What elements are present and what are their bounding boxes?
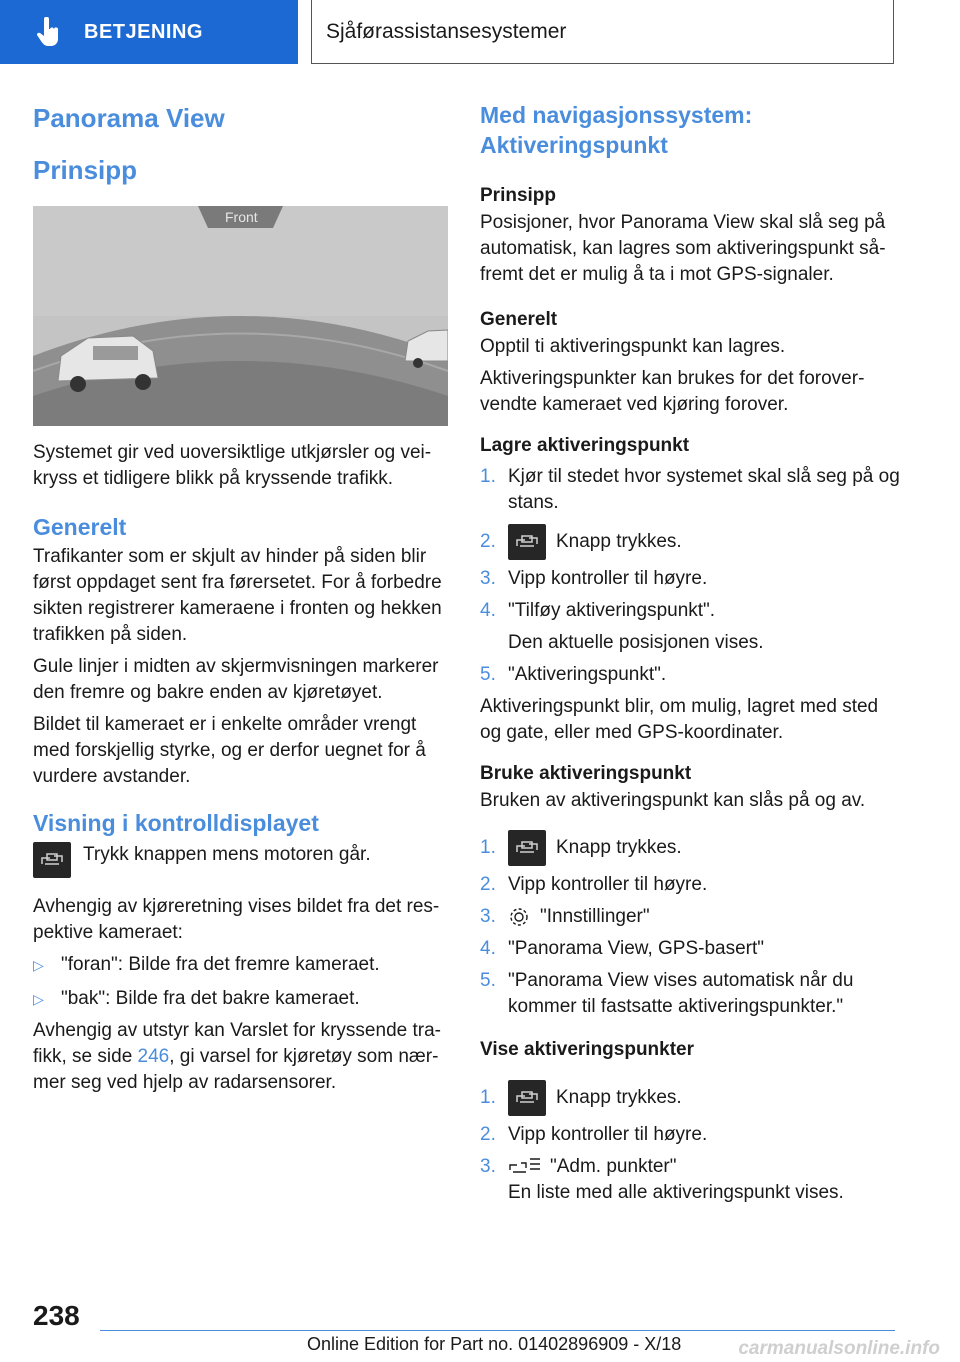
list-item: 2. Vipp kontroller til høyre. <box>480 874 708 895</box>
list-item: ▷ "foran": Bilde fra det fremre kameraet. <box>33 952 453 978</box>
lagre-steps <box>480 464 900 688</box>
list-item: 4. "Tilføy aktiveringspunkt". <box>480 600 716 621</box>
heading-vise: Vise aktiveringspunkter <box>480 1039 695 1060</box>
camera-list-icon <box>508 1156 542 1178</box>
edition-text: Online Edition for Part no. 01402896909 - X/18 <box>307 1334 682 1354</box>
triangle-bullet-icon: ▷ <box>33 957 44 973</box>
list-item: 3. Vipp kontroller til høyre. <box>480 568 708 589</box>
bruke-steps <box>480 830 900 1020</box>
generelt-right-paragraph-1: Opptil ti aktiveringspunkt kan lagres. <box>480 336 786 357</box>
heading-navigation: Med navigasjonssystem: Aktiveringspunkt <box>480 102 753 158</box>
gear-icon <box>508 906 530 928</box>
list-item: En liste med alle aktiveringspunkt vises. <box>508 1182 844 1203</box>
page-title: Panorama View <box>33 103 225 133</box>
page-reference-link[interactable]: 246 <box>137 1046 170 1067</box>
visning-button-text: Trykk knappen mens motoren går. <box>83 844 371 865</box>
vise-steps <box>480 1080 900 1206</box>
generelt-right-paragraph-2: Aktiveringspunkter kan brukes for det forovervendte kameraet ved kjøring forover. <box>480 368 865 415</box>
heading-bruke: Bruke aktiveringspunkt <box>480 763 692 784</box>
list-item: 2. Knapp trykkes. <box>480 524 900 560</box>
section-title-prinsipp: Prinsipp <box>33 155 138 185</box>
section-tab-label: BETJENING <box>84 20 203 43</box>
generelt-paragraph-3: Bildet til kameraet er i enkelte områder vrengt med forskjellig styrke, og er derfor uegnet for å vurdere avstander. <box>33 714 426 787</box>
right-column <box>480 100 900 1206</box>
chapter-title: Sjåførassistansesystemer <box>311 0 894 64</box>
visning-paragraph-2: Avhengig av utstyr kan Varslet for kryssende trafikk, se side 246, gi varsel for kjøretøy som nærmer seg ved hjelp av radarsensorer. <box>33 1020 441 1093</box>
list-item: Den aktuelle posisjonen vises. <box>508 632 764 653</box>
generelt-paragraph-1: Trafikanter som er skjult av hinder på siden blir først oppdaget sent fra førersetet. For å forbedre sikten registrerer kameraene i fronten og hekken trafikken på siden. <box>33 546 442 645</box>
hand-pointer-icon <box>36 17 62 47</box>
heading-generelt: Generelt <box>33 514 127 540</box>
intro-text: Systemet gir ved uoversiktlige utkjørsler og veikryss et tidligere blikk på kryssende trafikk. <box>33 442 432 489</box>
camera-bullet-list <box>33 952 453 1012</box>
watermark: carmanualsonline.info <box>738 1338 940 1359</box>
panorama-camera-button-icon <box>508 1080 546 1116</box>
list-item: 4. "Panorama View, GPS-basert" <box>480 938 765 959</box>
list-item: 1. Kjør til stedet hvor systemet skal slå seg på og stans. <box>480 466 900 513</box>
heading-visning: Visning i kontrolldisplayet <box>33 810 319 836</box>
lagre-after-text: Aktiveringspunkt blir, om mulig, lagret med sted og gate, eller med GPS-koordinater. <box>480 696 879 743</box>
left-column <box>33 100 453 1096</box>
list-item: ▷ "bak": Bilde fra det bakre kameraet. <box>33 986 453 1012</box>
list-item: 1. Knapp trykkes. <box>480 830 900 866</box>
list-item: 5. "Panorama View vises automatisk når du kommer til fastsatte aktiveringspunkter." <box>480 970 854 1017</box>
list-item: 3. "Innstillinger" <box>480 906 650 927</box>
list-item: 2. Vipp kontroller til høyre. <box>480 1124 708 1145</box>
list-item: 3. "Adm. punkter" <box>480 1156 677 1177</box>
footer-divider <box>100 1330 895 1331</box>
page-number: 238 <box>33 1300 80 1331</box>
bruke-paragraph: Bruken av aktiveringspunkt kan slås på og av. <box>480 790 866 811</box>
prinsipp-paragraph: Posisjoner, hvor Panorama View skal slå seg på automatisk, kan lagres som aktiveringspunkt såfremt det er mulig å ta i mot GPS-signaler. <box>480 212 886 285</box>
panorama-camera-button-icon <box>33 842 71 878</box>
camera-scene-illustration <box>33 206 448 426</box>
panorama-camera-image <box>33 206 448 426</box>
panorama-camera-button-icon <box>508 524 546 560</box>
visning-button-row <box>33 842 453 878</box>
section-tab <box>0 0 298 64</box>
visning-paragraph-1: Avhengig av kjøreretning vises bildet fra det respektive kameraet: <box>33 896 440 943</box>
list-item: 1. Knapp trykkes. <box>480 1080 900 1116</box>
list-item: 5. "Aktiveringspunkt". <box>480 664 667 685</box>
heading-generelt-right: Generelt <box>480 309 558 330</box>
panorama-camera-button-icon <box>508 830 546 866</box>
heading-lagre: Lagre aktiveringspunkt <box>480 435 690 456</box>
triangle-bullet-icon: ▷ <box>33 991 44 1007</box>
heading-prinsipp: Prinsipp <box>480 185 557 206</box>
front-label: Front <box>225 209 258 225</box>
generelt-paragraph-2: Gule linjer i midten av skjermvisningen markerer den fremre og bakre enden av kjøretøyet. <box>33 656 439 703</box>
